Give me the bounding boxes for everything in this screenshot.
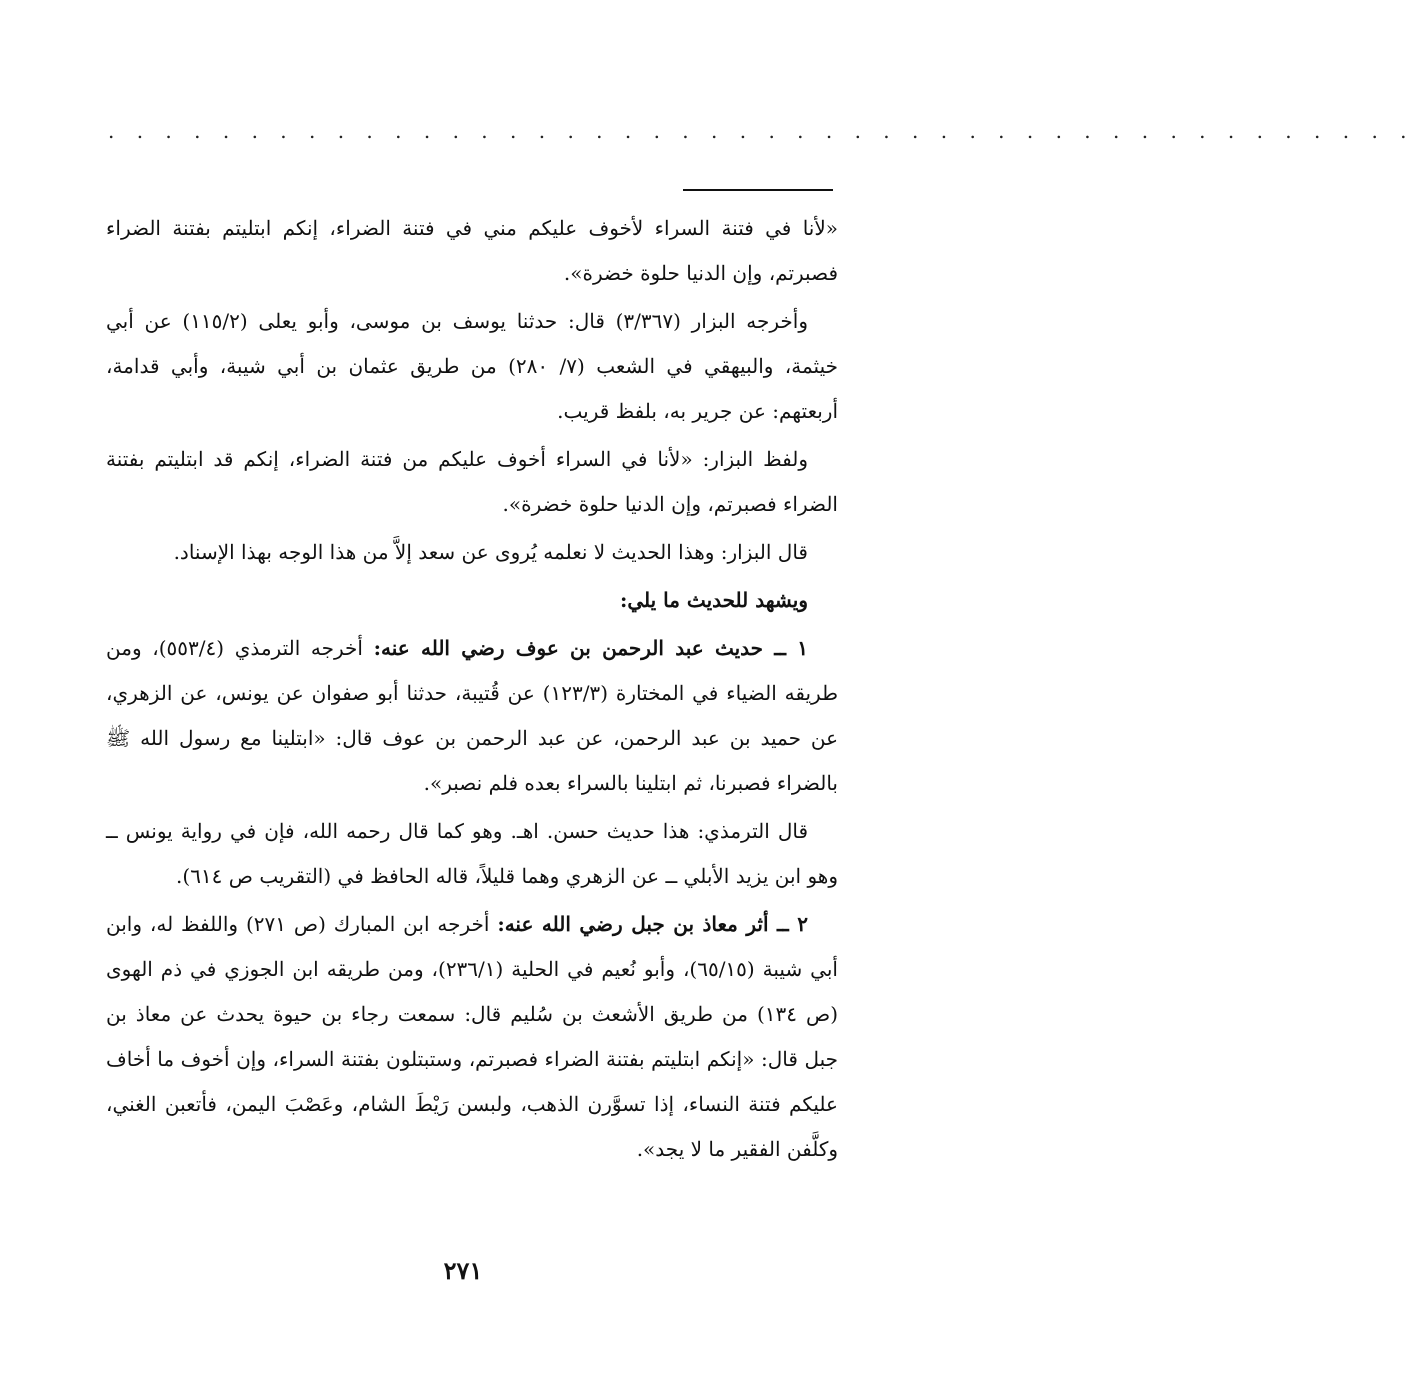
paragraph-text: «لأنا في فتنة السراء لأخوف عليكم مني في فتنة الضراء، إنكم ابتليتم بفتنة الضراء فصبرتم، وإن الدنيا حلوة خضرة».: [106, 216, 838, 285]
paragraph-text: قال الترمذي: هذا حديث حسن. اهـ. وهو كما قال رحمه الله، فإن في رواية يونس ــ وهو ابن يزيد الأبلي ــ عن الزهري وهما قليلاً، قاله الحافظ في (التقريب ص ٦١٤).: [106, 819, 838, 888]
paragraph: [106, 299, 838, 434]
section-heading: [106, 578, 838, 623]
paragraph: [106, 626, 838, 806]
paragraph: [106, 206, 838, 296]
dotted-separator: . . . . . . . . . . . . . . . . . . . . . . . . . . . . . . . . . . . . . . . . . . . . . .: [108, 119, 1415, 143]
paragraph-text: أخرجه ابن المبارك (ص ٢٧١) واللفظ له، وابن أبي شيبة (٦٥/١٥)، وأبو نُعيم في الحلية (٢٣٦/١)، ومن طريقه ابن الجوزي في ذم الهوى (ص ١٣٤) من طريق الأشعث بن سُليم قال: سمعت رجاء بن حيوة يحدث عن معاذ بن جبل قال: «إنكم ابتليتم بفتنة الضراء فصبرتم، وستبتلون بفتنة السراء، وإن أخوف ما أخاف عليكم فتنة النساء، إذا تسوَّرن الذهب، ولبسن رَيْطَ الشام، وعَصْبَ اليمن، فأتعبن الغني، وكلَّفن الفقير ما لا يجد».: [106, 912, 838, 1161]
paragraph-text: قال البزار: وهذا الحديث لا نعلمه يُروى عن سعد إلاَّ من هذا الوجه بهذا الإسناد.: [173, 540, 808, 564]
footnote-rule: [683, 189, 833, 191]
paragraph-text: أخرجه الترمذي (٥٥٣/٤)، ومن طريقه الضياء في المختارة (١٢٣/٣) عن قُتيبة، حدثنا أبو صفوان عن يونس، عن الزهري، عن حميد بن عبد الرحمن، عن عبد الرحمن بن عوف قال: «ابتلينا مع رسول الله ﷺ بالضراء فصبرنا، ثم ابتلينا بالسراء بعده فلم نصبر».: [106, 636, 838, 795]
paragraph: [106, 437, 838, 527]
item-heading: ١ ــ حديث عبد الرحمن بن عوف رضي الله عنه:: [373, 636, 808, 660]
paragraph: [106, 902, 838, 1172]
paragraph-text: وأخرجه البزار (٣/٣٦٧) قال: حدثنا يوسف بن موسى، وأبو يعلى (١١٥/٢) عن أبي خيثمة، والبيهقي في الشعب (٧/ ٢٨٠) من طريق عثمان بن أبي شيبة، وأبي قدامة، أربعتهم: عن جرير به، بلفظ قريب.: [106, 309, 838, 423]
item-heading: ٢ ــ أثر معاذ بن جبل رضي الله عنه:: [497, 912, 808, 936]
body-text: [106, 206, 838, 1175]
paragraph: [106, 530, 838, 575]
heading-text: ويشهد للحديث ما يلي:: [619, 588, 808, 612]
paragraph: [106, 809, 838, 899]
paragraph-text: ولفظ البزار: «لأنا في السراء أخوف عليكم من فتنة الضراء، إنكم قد ابتليتم بفتنة الضراء فصبرتم، وإن الدنيا حلوة خضرة».: [106, 447, 838, 516]
page-number: ٢٧١: [443, 1256, 483, 1285]
